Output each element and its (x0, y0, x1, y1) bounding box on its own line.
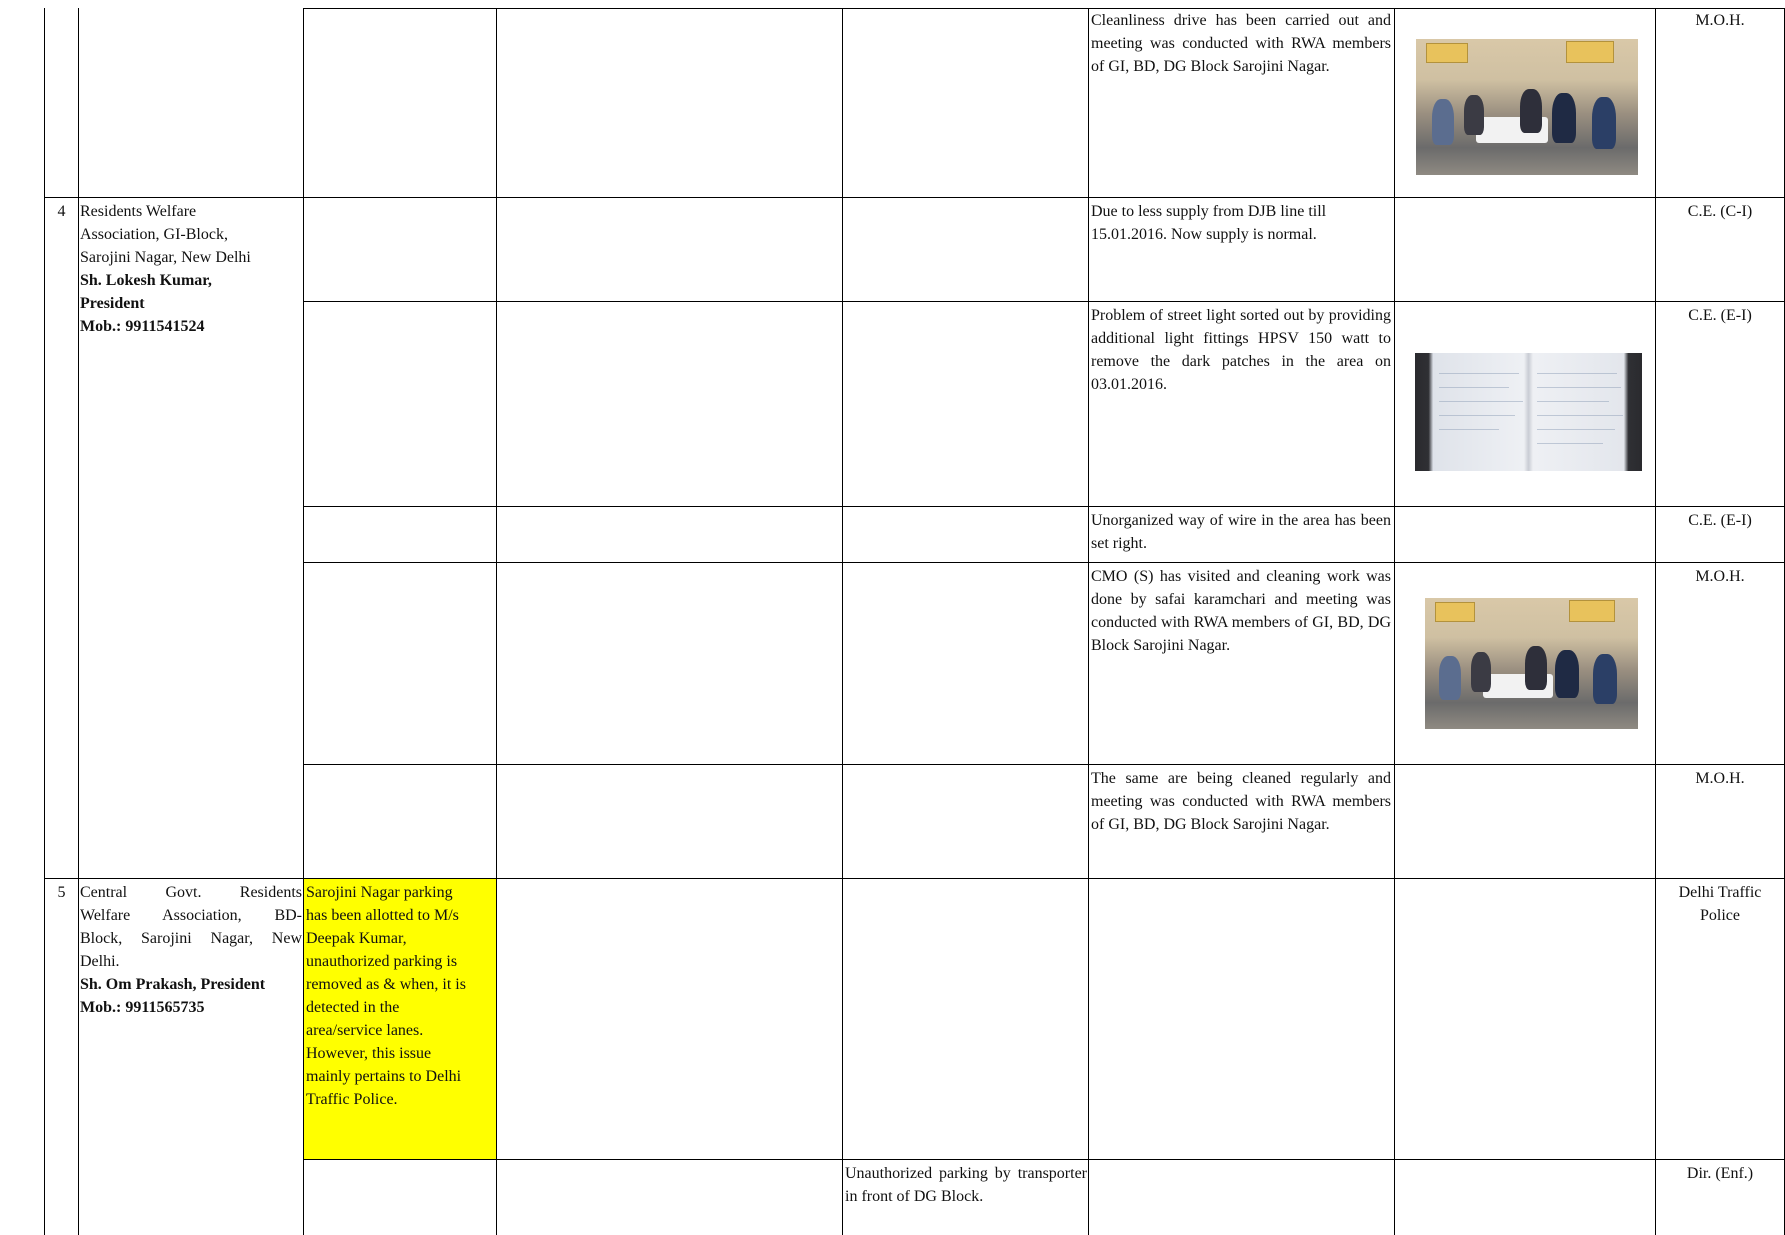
contact-designation: President (80, 295, 145, 312)
ruled-line (1537, 401, 1609, 402)
association-line: Delhi. (80, 953, 120, 970)
ruled-line (1439, 401, 1523, 402)
status-line: removed as & when, it is (306, 976, 466, 993)
grid-vline (496, 8, 497, 1235)
ruled-line (1439, 387, 1509, 388)
serial-number: 5 (57, 884, 66, 901)
meeting-photo (1416, 39, 1638, 175)
ruled-line (1537, 443, 1603, 444)
remarks-cell: CMO (S) has visited and cleaning work was done by safai karamchari and meeting was conducted with RWA members of GI, BD, DG Block Sarojini Nagar. (1091, 568, 1391, 654)
department-cell: M.O.H. (1695, 770, 1745, 787)
contact-mobile: Mob.: 9911541524 (80, 318, 205, 335)
grid-vline (78, 8, 79, 1235)
association-line: Block, Sarojini Nagar, New (80, 930, 302, 947)
grid-vline (1394, 8, 1395, 1235)
grid-hline (303, 506, 1785, 507)
association-line: Association, GI-Block, (80, 226, 228, 243)
status-line: area/service lanes. (306, 1022, 424, 1039)
banner-sign (1566, 41, 1614, 63)
status-cell (306, 881, 496, 1111)
grid-vline (842, 8, 843, 1235)
remarks-cell: Cleanliness drive has been carried out and meeting was conducted with RWA members of GI, BD, DG Block Sarojini Nagar. (1091, 12, 1391, 75)
association-line: Sarojini Nagar, New Delhi (80, 249, 251, 266)
ruled-line (1537, 373, 1617, 374)
remarks-cell: Unorganized way of wire in the area has been set right. (1091, 512, 1391, 552)
person-figure (1520, 89, 1542, 133)
department-cell: M.O.H. (1695, 12, 1745, 29)
person-figure (1471, 652, 1491, 692)
grid-hline (303, 301, 1785, 302)
serial-number: 4 (57, 203, 66, 220)
contact-name: Sh. Lokesh Kumar, (80, 272, 212, 289)
department-cell: C.E. (E-I) (1688, 307, 1752, 324)
status-line: has been allotted to M/s (306, 907, 459, 924)
association-line: Welfare Association, BD- (80, 907, 302, 924)
department-cell: C.E. (E-I) (1688, 512, 1752, 529)
department-line: Police (1700, 907, 1740, 924)
association-line: Residents Welfare (80, 203, 197, 220)
status-line: mainly pertains to Delhi (306, 1068, 462, 1085)
remarks-line: 15.01.2016. Now supply is normal. (1091, 226, 1317, 243)
grid-hline (303, 764, 1785, 765)
grid-vline (1655, 8, 1656, 1235)
ruled-line (1537, 387, 1621, 388)
issue-cell: Unauthorized parking by transporter in front of DG Block. (845, 1165, 1087, 1205)
banner-sign (1435, 602, 1475, 622)
department-cell: C.E. (C-I) (1687, 203, 1753, 220)
association-line: Central Govt. Residents (80, 884, 302, 901)
person-figure (1555, 650, 1579, 698)
ruled-line (1537, 429, 1615, 430)
person-figure (1432, 99, 1454, 145)
remarks-cell: Problem of street light sorted out by providing additional light fittings HPSV 150 watt to remove the dark patches in the area on 03.01.2016. (1091, 307, 1391, 393)
person-figure (1552, 93, 1576, 143)
department-line: Delhi Traffic (1678, 884, 1762, 901)
remarks-cell (1091, 200, 1391, 246)
department-cell (1656, 881, 1784, 927)
association-cell (80, 881, 302, 1019)
status-line: unauthorized parking is (306, 953, 458, 970)
status-line: Sarojini Nagar parking (306, 884, 453, 901)
remarks-cell: The same are being cleaned regularly and meeting was conducted with RWA members of GI, BD, DG Block Sarojini Nagar. (1091, 770, 1391, 833)
association-cell (80, 200, 302, 338)
banner-sign (1426, 43, 1468, 63)
grid-vline (1088, 8, 1089, 1235)
person-figure (1439, 656, 1461, 700)
grid-hline (303, 8, 1785, 9)
status-line: However, this issue (306, 1045, 432, 1062)
department-cell: M.O.H. (1695, 568, 1745, 585)
grid-hline (303, 1159, 1785, 1160)
contact-mobile: Mob.: 9911565735 (80, 999, 205, 1016)
remarks-line: Due to less supply from DJB line till (1091, 203, 1327, 220)
person-figure (1525, 646, 1547, 690)
notebook-photo (1415, 353, 1642, 471)
grid-vline (44, 8, 45, 1235)
person-figure (1593, 654, 1617, 704)
department-cell: Dir. (Enf.) (1686, 1165, 1754, 1182)
meeting-photo (1425, 598, 1638, 729)
status-line: Deepak Kumar, (306, 930, 407, 947)
ruled-line (1439, 415, 1515, 416)
ruled-line (1439, 373, 1519, 374)
status-line: Traffic Police. (306, 1091, 398, 1108)
status-line: detected in the (306, 999, 400, 1016)
person-figure (1592, 97, 1616, 149)
ruled-line (1537, 415, 1623, 416)
banner-sign (1569, 600, 1615, 622)
contact-name: Sh. Om Prakash, President (80, 976, 266, 993)
grid-hline (303, 562, 1785, 563)
person-figure (1464, 95, 1484, 135)
grid-hline (44, 197, 1785, 198)
ruled-line (1439, 429, 1499, 430)
